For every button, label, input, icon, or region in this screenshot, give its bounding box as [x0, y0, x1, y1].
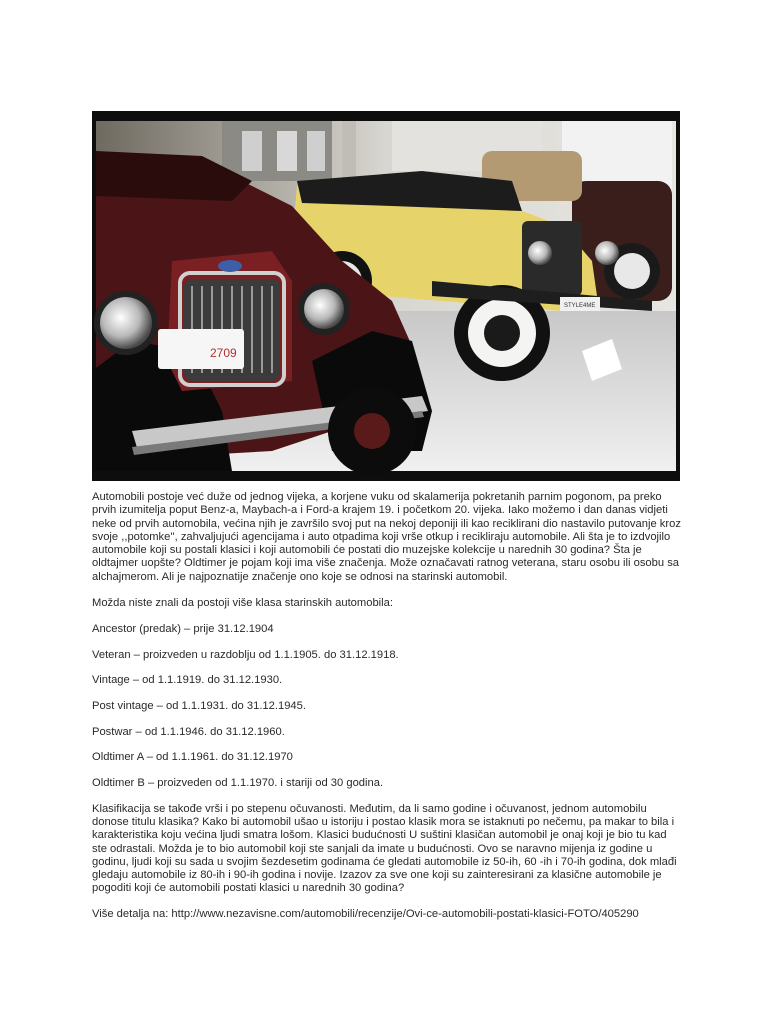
intro-paragraph: Automobili postoje već duže od jednog vijeka, a korjene vuku od skalamerija pokretanih parnim pogonom, pa preko prvih izumitelja poput Benz-a, Maybach-a i Ford-a krajem 19. i početkom 20. vijeka. Iako možemo i dan danas vidjeti neke od prvih automobila, većina njih je završilo svoj put na nekoj deponiji ili kao reciklirani dio nastavilo putovanje kroz svoje ,,potomke'', zahvaljujući agencijama i auto otpadima koji vrše otkup i recikliraju automobile. Ali šta je to izdvojilo automobile koji su postali klasici i koji automobili će postati dio muzejske kolekcije u narednih 30 godina? Šta je oldtajmer uopšte? Oldtimer je pojam koji ima više značenja. Može označavati ratnog veterana, staru osobu ili osobu sa alchajmerom. Ali je najpoznatije značenje ono koje se odnosi na starinski automobil.: [92, 491, 681, 583]
vintage-cars-photo: [92, 111, 680, 481]
article-body: [92, 491, 682, 934]
license-plate-text: 2709: [210, 346, 237, 360]
class-post-vintage: Post vintage – od 1.1.1931. do 31.12.1945.: [92, 699, 306, 712]
class-postwar: Postwar – od 1.1.1946. do 31.12.1960.: [92, 725, 285, 738]
class-oldtimer-a: Oldtimer A – od 1.1.1961. do 31.12.1970: [92, 751, 293, 764]
photo-sign-text: STYLE4ME: [564, 303, 596, 309]
class-veteran: Veteran – proizveden u razdoblju od 1.1.1905. do 31.12.1918.: [92, 648, 399, 661]
class-ancestor: Ancestor (predak) – prije 31.12.1904: [92, 622, 274, 635]
classes-intro-paragraph: Možda niste znali da postoji više klasa starinskih automobila:: [92, 597, 393, 610]
more-details-link[interactable]: Više detalja na: http://www.nezavisne.com/automobili/recenzije/Ovi-ce-automobili-postati-klasici-FOTO/405290: [92, 908, 639, 921]
class-oldtimer-b: Oldtimer B – proizveden od 1.1.1970. i stariji od 30 godina.: [92, 777, 384, 789]
classification-paragraph: Klasifikacija se takođe vrši i po stepenu očuvanosti. Međutim, da li samo godine i očuvanost, jednom automobilu donose titulu klasika? Kako bi automobil ušao u istoriju i postao klasik mora se istaknuti po nečemu, pa makar to bila i karakteristika koju većina ljudi smatra lošom. Klasici budućnosti U suštini klasičan automobil je onaj koji je bio tu kad ste odrastali. Možda je to bio automobil koji ste sanjali da imate u budućnosti. Ovo se naravno mijenja iz godine u godinu, ljudi koji su sada u svojim šezdesetim godinama će gledati automobile iz 50-ih, 60 -ih i 70-ih godina, dok mlađi gledaju automobile iz 80-ih i 90-ih godina i novije. Izazov za sve one koji su zainteresirani za klasične automobile je pogoditi koji će automobili postati klasici u narednih 30 godina?: [92, 802, 677, 895]
class-vintage: Vintage – od 1.1.1919. do 31.12.1930.: [92, 674, 283, 687]
